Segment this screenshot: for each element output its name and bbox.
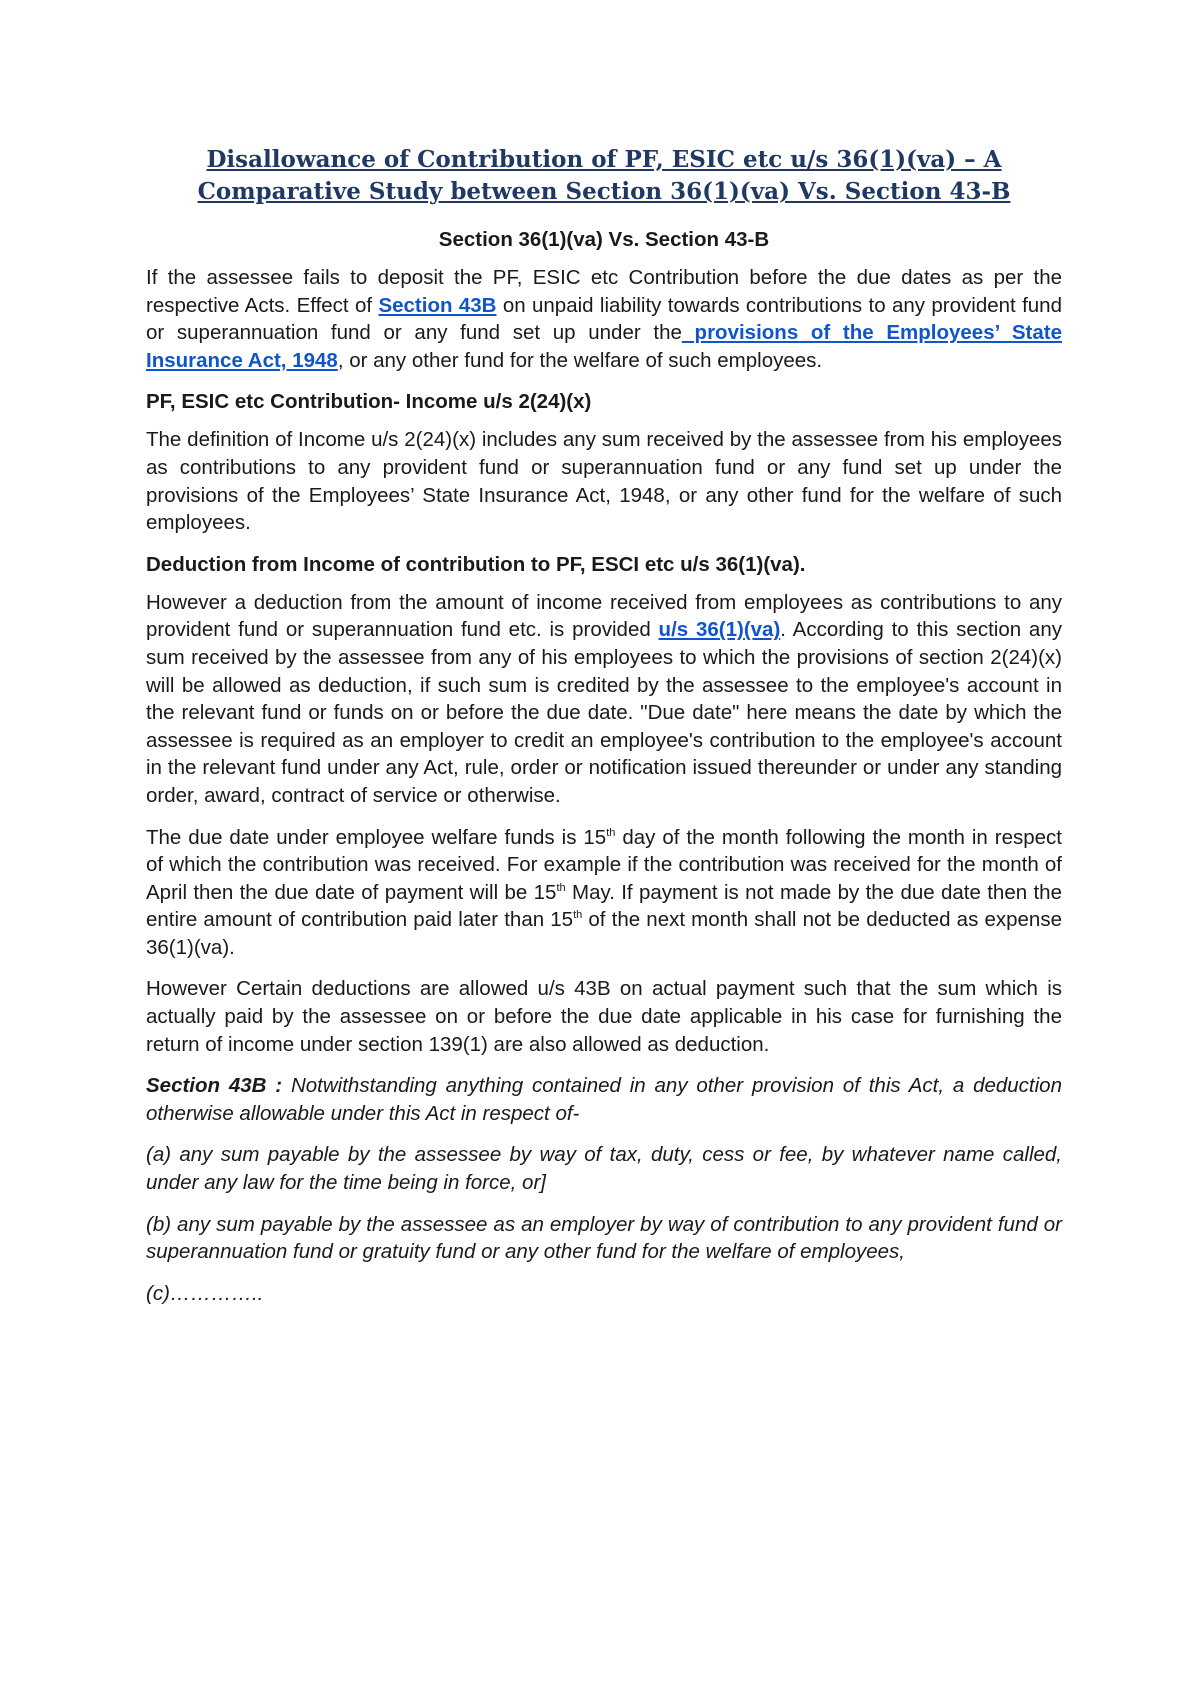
deduction-text-a: However a deduction from the amount of income received from employees as contributions to any provident fund or superannuation fund etc. is provided: [146, 590, 1062, 642]
section-heading-deduction: Deduction from Income of contribution to PF, ESCI etc u/s 36(1)(va).: [146, 552, 806, 576]
due-date-text-c: May. If payment is not made by the due date then the entire amount of contribution paid later than 15: [146, 880, 1062, 932]
paragraph-income-definition: The definition of Income u/s 2(24)(x) includes any sum received by the assessee from his employees as contributions to any provident fund or superannuation fund or any fund set up under the provisions of the Employees’ State Insurance Act, 1948, or any other fund for the welfare of such employees.: [146, 428, 1062, 535]
title-line-2: Comparative Study between Section 36(1)(va) Vs. Section 43-B: [197, 178, 1011, 205]
clause-c: (c)…………..: [146, 1281, 264, 1305]
paragraph-due-date: [146, 824, 1062, 962]
paragraph-43b-allowance: However Certain deductions are allowed u/s 43B on actual payment such that the sum which is actually paid by the assessee on or before the due date applicable in his case for furnishing the return of income under section 139(1) are also allowed as deduction.: [146, 977, 1062, 1056]
superscript-th: th: [556, 881, 566, 894]
due-date-text-d: of the next month shall not be deducted as expense 36(1)(va).: [146, 908, 1062, 959]
superscript-th: th: [573, 909, 583, 922]
link-esi-act[interactable]: provisions of the Employees’ State Insurance Act, 1948: [146, 321, 1062, 372]
intro-text-c: , or any other fund for the welfare of such employees.: [337, 348, 823, 372]
title-line-1: Disallowance of Contribution of PF, ESIC etc u/s 36(1)(va) – A: [206, 146, 1002, 173]
due-date-text-b: day of the month following the month in respect of which the contribution was received. For example if the contribution was received for the month of April then the due date of payment will be 15: [146, 825, 1062, 904]
section-heading-comparison: Section 36(1)(va) Vs. Section 43-B: [438, 228, 770, 251]
superscript-th: th: [606, 826, 616, 839]
link-section-43b[interactable]: Section 43B: [378, 293, 497, 317]
paragraph-section-43b: [146, 1072, 1062, 1127]
section-43b-text: Notwithstanding anything contained in any other provision of this Act, a deduction otherwise allowable under this Act in respect of-: [146, 1074, 1062, 1125]
section-heading-income: PF, ESIC etc Contribution- Income u/s 2(24)(x): [146, 390, 592, 414]
clause-a: (a) any sum payable by the assessee by way of tax, duty, cess or fee, by whatever name called, under any law for the time being in force, or]: [146, 1143, 1062, 1195]
intro-text-b: on unpaid liability towards contributions to any provident fund or superannuation fund or any fund set up under the: [146, 293, 1062, 345]
deduction-text-b: . According to this section any sum received by the assessee from any of his employees to which the provisions of section 2(24)(x) will be allowed as deduction, if such sum is credited by the assessee to the employee's account in the relevant fund or funds on or before the due date. "Due date" here means the date by which the assessee is required as an employer to credit an employee's contribution to the employee's account in the relevant fund under any Act, rule, order or notification issued thereunder or under any standing order, award, contract of service or otherwise.: [146, 618, 1062, 807]
paragraph-deduction: [146, 589, 1062, 810]
paragraph-intro: [146, 264, 1062, 374]
intro-text-a: If the assessee fails to deposit the PF, ESIC etc Contribution before the due dates as per the respective Acts. Effect of: [146, 266, 1062, 317]
clause-b: (b) any sum payable by the assessee as an employer by way of contribution to any provident fund or superannuation fund or gratuity fund or any other fund for the welfare of employees,: [146, 1212, 1062, 1264]
document-title: [146, 144, 1062, 208]
due-date-text-a: The due date under employee welfare funds is 15: [146, 825, 607, 849]
link-section-36-1-va[interactable]: u/s 36(1)(va): [658, 618, 781, 642]
section-43b-label: Section 43B :: [146, 1074, 283, 1098]
